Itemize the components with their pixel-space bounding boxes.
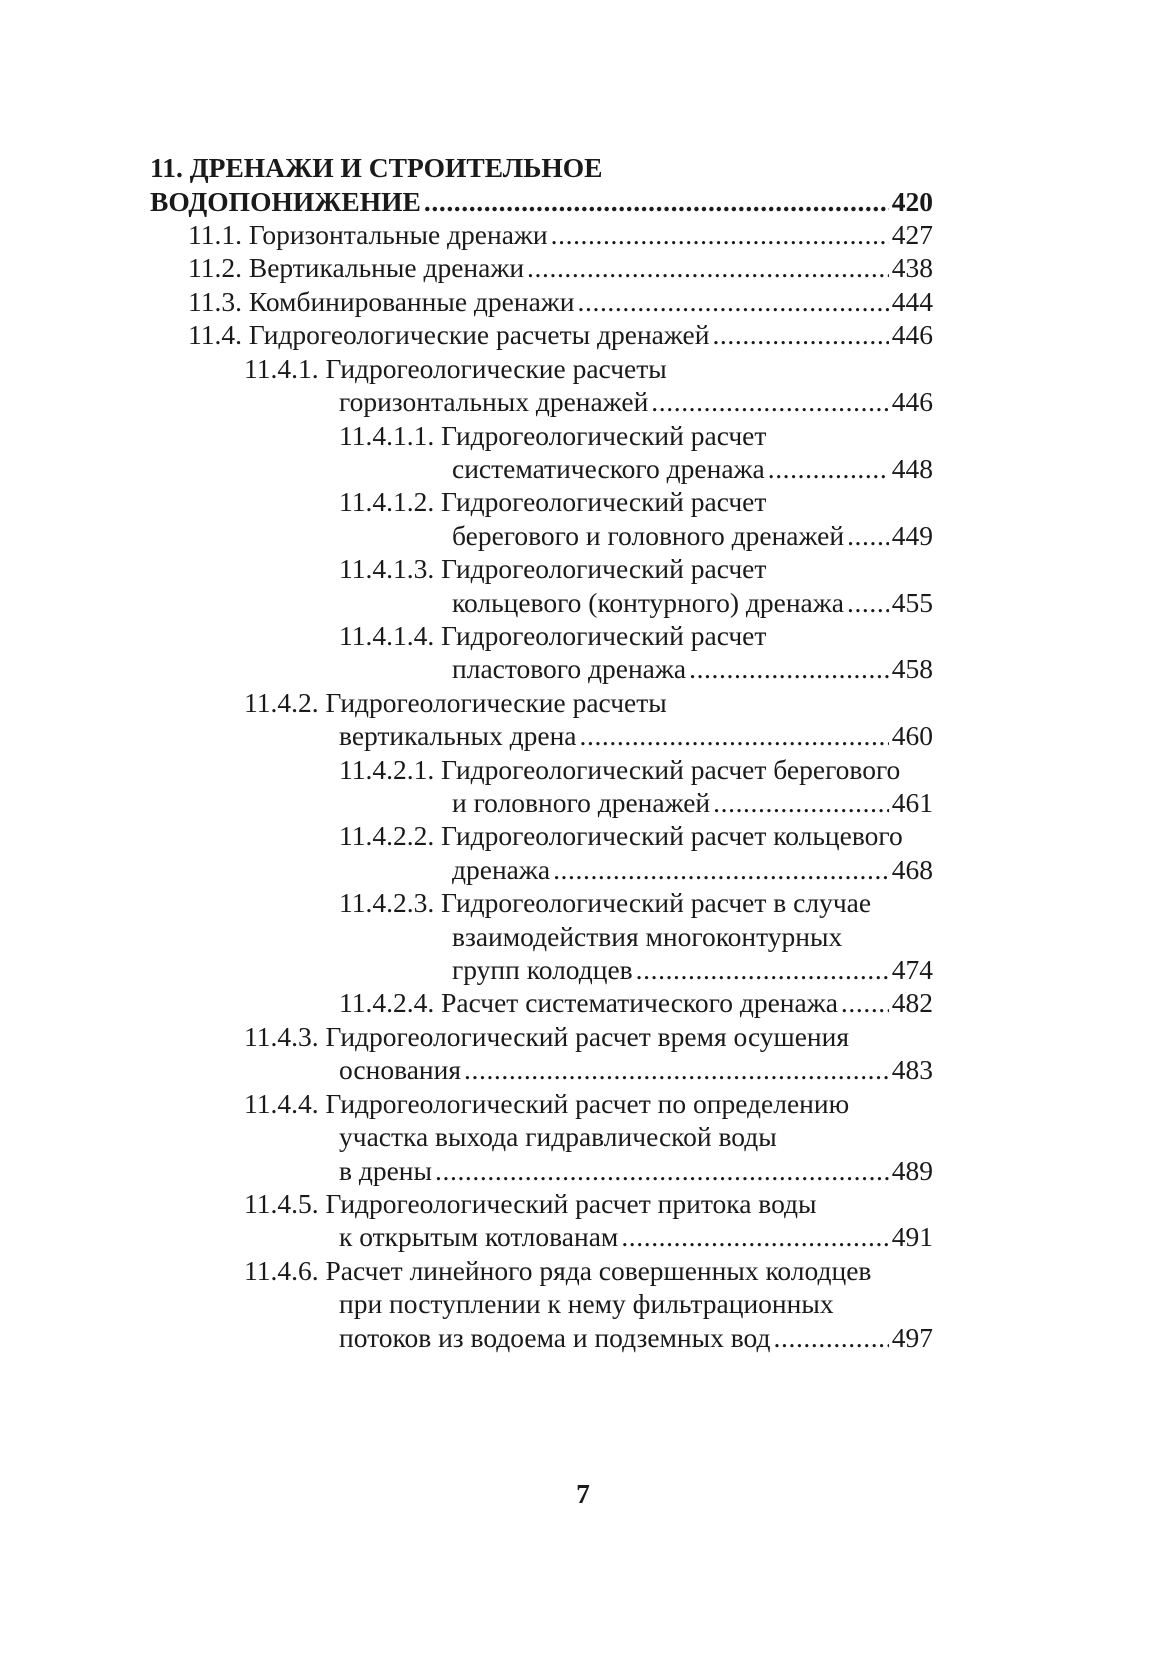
dot-leader bbox=[774, 1320, 889, 1355]
dot-leader bbox=[689, 651, 889, 686]
toc-chapter-11[interactable] bbox=[150, 184, 933, 219]
toc-entry-text: ВОДОПОНИЖЕНИЕ bbox=[150, 186, 421, 217]
toc-entry-11-4-1-3-title: 11.4.1.3. Гидрогеологический расчет bbox=[339, 553, 767, 584]
toc-page-ref: 491 bbox=[891, 1221, 933, 1252]
toc-entry-text: горизонтальных дренажей bbox=[339, 386, 649, 417]
toc-page-ref: 438 bbox=[891, 252, 933, 283]
toc-entry-11-4-1-title: 11.4.1. Гидрогеологические расчеты bbox=[244, 353, 667, 384]
page-number: 7 bbox=[576, 1478, 590, 1509]
dot-leader bbox=[712, 317, 888, 352]
toc-entry-11-4-2-1-title: 11.4.2.1. Гидрогеологический расчет берегового bbox=[339, 754, 901, 785]
dot-leader bbox=[424, 184, 889, 219]
toc-page-ref: 420 bbox=[891, 186, 933, 217]
dot-leader bbox=[580, 718, 889, 753]
toc-page-ref: 489 bbox=[891, 1155, 933, 1186]
toc-page-ref: 427 bbox=[891, 219, 933, 250]
toc-page-ref: 448 bbox=[891, 453, 933, 484]
toc-entry-11-4-2-1[interactable] bbox=[452, 785, 933, 820]
toc-entry-11-4-2[interactable] bbox=[339, 718, 933, 753]
toc-entry-11-4-4-title: 11.4.4. Гидрогеологический расчет по определению bbox=[244, 1088, 850, 1119]
toc-entry-11-3[interactable] bbox=[188, 284, 933, 319]
dot-leader bbox=[578, 284, 889, 319]
toc-page-ref: 455 bbox=[891, 587, 933, 618]
toc-entry-11-4-1[interactable] bbox=[339, 384, 933, 419]
toc-entry-text: 11.1. Горизонтальные дренажи bbox=[188, 219, 548, 250]
toc-entry-text: дренажа bbox=[452, 854, 551, 885]
toc-page-ref: 483 bbox=[891, 1054, 933, 1085]
dot-leader bbox=[847, 518, 889, 553]
toc-entry-11-4-4-continuation: участка выхода гидравлической воды bbox=[339, 1121, 777, 1152]
toc-page-ref: 449 bbox=[891, 520, 933, 551]
toc-entry-11-4-5-title: 11.4.5. Гидрогеологический расчет притока воды bbox=[244, 1188, 817, 1219]
toc-entry-11-4-2-2-title: 11.4.2.2. Гидрогеологический расчет кольцевого bbox=[339, 820, 903, 851]
toc-entry-11-4-1-1-title: 11.4.1.1. Гидрогеологический расчет bbox=[339, 420, 767, 451]
dot-leader bbox=[768, 451, 889, 486]
toc-page-ref: 458 bbox=[891, 653, 933, 684]
dot-leader bbox=[527, 250, 889, 285]
toc-entry-text: потоков из водоема и подземных вод bbox=[339, 1322, 771, 1353]
dot-leader bbox=[621, 1219, 888, 1254]
dot-leader bbox=[636, 952, 889, 987]
toc-page-ref: 444 bbox=[891, 286, 933, 317]
toc-entry-11-1[interactable] bbox=[188, 217, 933, 252]
toc-page-ref: 474 bbox=[891, 954, 933, 985]
toc-entry-11-4-3-title: 11.4.3. Гидрогеологический расчет время осушения bbox=[244, 1021, 850, 1052]
toc-entry-text: 11.4. Гидрогеологические расчеты дренажей bbox=[188, 319, 710, 350]
toc-entry-text: пластового дренажа bbox=[452, 653, 687, 684]
toc-entry-11-4-6[interactable] bbox=[339, 1320, 933, 1355]
dot-leader bbox=[553, 852, 889, 887]
toc-entry-11-4-2-4[interactable] bbox=[339, 985, 933, 1020]
dot-leader bbox=[713, 785, 889, 820]
toc-entry-11-4-1-2-title: 11.4.1.2. Гидрогеологический расчет bbox=[339, 486, 767, 517]
toc-entry-11-4-1-4-title: 11.4.1.4. Гидрогеологический расчет bbox=[339, 620, 767, 651]
toc-entry-11-4-6-continuation: при поступлении к нему фильтрационных bbox=[339, 1288, 834, 1319]
toc-chapter-11-title: 11. ДРЕНАЖИ И СТРОИТЕЛЬНОЕ bbox=[150, 152, 603, 183]
toc-entry-11-4-2-2[interactable] bbox=[452, 852, 933, 887]
toc-page-ref: 446 bbox=[891, 319, 933, 350]
toc-entry-11-4-4[interactable] bbox=[339, 1153, 933, 1188]
toc-entry-text: основания bbox=[339, 1054, 462, 1085]
toc-page-ref: 461 bbox=[891, 787, 933, 818]
toc-entry-text: 11.2. Вертикальные дренажи bbox=[188, 252, 525, 283]
toc-entry-11-4-1-3[interactable] bbox=[452, 585, 933, 620]
toc-entry-text: и головного дренажей bbox=[452, 787, 711, 818]
toc-entry-11-4-6-title: 11.4.6. Расчет линейного ряда совершенных колодцев bbox=[244, 1255, 872, 1286]
toc-page-ref: 460 bbox=[891, 720, 933, 751]
toc-entry-text: 11.4.2.4. Расчет систематического дренажа bbox=[339, 987, 838, 1018]
toc-page-ref: 497 bbox=[891, 1322, 933, 1353]
toc-page-ref: 482 bbox=[891, 987, 933, 1018]
toc-entry-text: групп колодцев bbox=[452, 954, 633, 985]
toc-entry-11-4[interactable] bbox=[188, 317, 933, 352]
toc-entry-text: кольцевого (контурного) дренажа bbox=[452, 587, 844, 618]
toc-entry-text: 11.3. Комбинированные дренажи bbox=[188, 286, 575, 317]
dot-leader bbox=[651, 384, 888, 419]
toc-entry-11-4-1-4[interactable] bbox=[452, 651, 933, 686]
toc-entry-text: вертикальных дрена bbox=[339, 720, 577, 751]
toc-entry-11-4-2-3-title: 11.4.2.3. Гидрогеологический расчет в случае bbox=[339, 887, 872, 918]
toc-entry-11-4-2-3[interactable] bbox=[452, 952, 933, 987]
toc-entry-11-4-5[interactable] bbox=[339, 1219, 933, 1254]
toc-entry-11-4-1-1[interactable] bbox=[452, 451, 933, 486]
toc-entry-11-4-1-2[interactable] bbox=[452, 518, 933, 553]
toc-entry-text: систематического дренажа bbox=[452, 453, 765, 484]
dot-leader bbox=[551, 217, 889, 252]
toc-page-ref: 468 bbox=[891, 854, 933, 885]
toc-entry-text: к открытым котлованам bbox=[339, 1221, 619, 1252]
toc-entry-11-4-3[interactable] bbox=[339, 1052, 933, 1087]
toc-entry-11-2[interactable] bbox=[188, 250, 933, 285]
toc-entry-text: берегового и головного дренажей bbox=[452, 520, 845, 551]
toc-entry-11-4-2-3-continuation: взаимодействия многоконтурных bbox=[452, 921, 843, 952]
toc-entry-11-4-2-title: 11.4.2. Гидрогеологические расчеты bbox=[244, 687, 667, 718]
toc-page-ref: 446 bbox=[891, 386, 933, 417]
toc-entry-text: в дрены bbox=[339, 1155, 433, 1186]
dot-leader bbox=[847, 585, 889, 620]
dot-leader bbox=[841, 985, 889, 1020]
dot-leader bbox=[464, 1052, 889, 1087]
dot-leader bbox=[435, 1153, 889, 1188]
